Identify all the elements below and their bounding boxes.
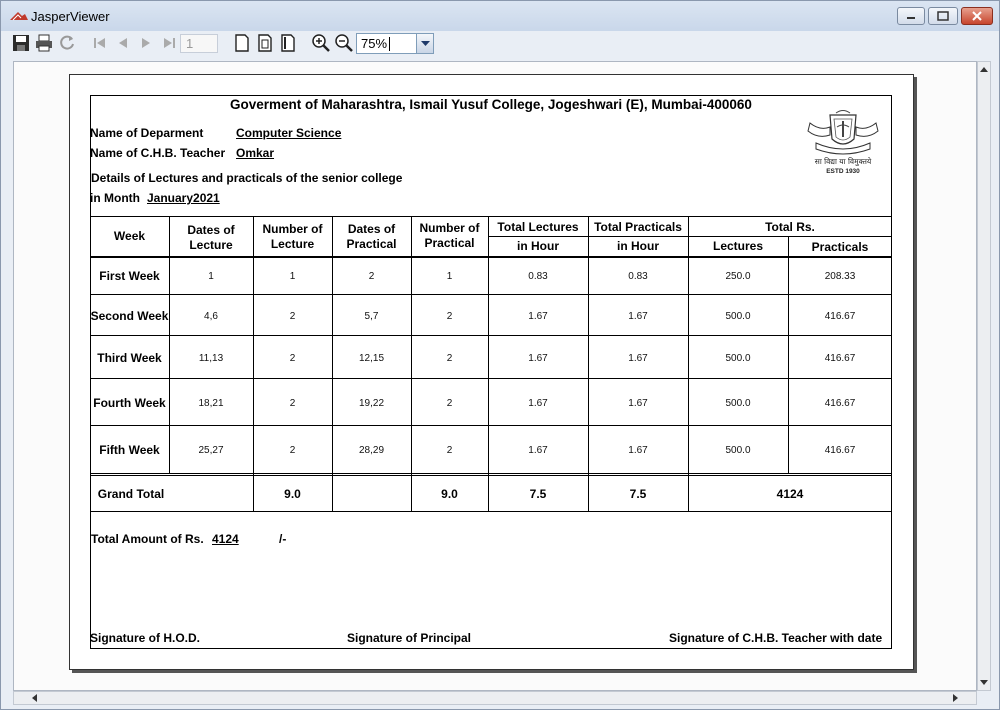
toolbar [1, 31, 999, 55]
save-icon [11, 33, 31, 53]
row-num-lecture: 2 [289, 311, 296, 322]
row-num-lecture: 1 [289, 271, 296, 282]
next-page-button[interactable] [136, 33, 156, 53]
zoom-out-icon [334, 33, 354, 53]
month-label: in Month [90, 191, 140, 205]
header-total-practicals: Total Practicals [594, 220, 682, 234]
actual-size-icon [232, 33, 252, 53]
college-logo [804, 109, 882, 177]
header-dates-lecture-1: Dates of [187, 223, 235, 237]
total-amount-label: Total Amount of Rs. [91, 532, 204, 546]
header-total-lectures-unit: in Hour [517, 239, 559, 253]
row-lect-hours: 1.67 [528, 311, 548, 322]
row-lect-rs: 250.0 [725, 271, 751, 282]
teacher-value: Omkar [236, 146, 275, 160]
grand-total-num-practical: 9.0 [441, 487, 458, 501]
header-num-lecture-1: Number of [262, 222, 323, 236]
header-total-rs: Total Rs. [765, 220, 815, 234]
reload-button[interactable] [57, 33, 77, 53]
row-lect-rs: 500.0 [725, 398, 751, 409]
row-prac-rs: 416.67 [824, 398, 856, 409]
col-line [588, 216, 589, 512]
previous-page-button[interactable] [113, 33, 133, 53]
header-total-practicals-unit: in Hour [617, 239, 659, 253]
minimize-icon [906, 12, 916, 20]
fit-width-button[interactable] [278, 33, 298, 53]
department-label: Name of Deparment [90, 126, 204, 140]
row-lect-hours: 1.67 [528, 398, 548, 409]
scroll-left-icon[interactable] [28, 692, 40, 704]
college-crest-icon [804, 109, 882, 159]
row-line [90, 475, 892, 476]
row-prac-hours: 0.83 [628, 271, 648, 282]
vertical-scrollbar[interactable] [977, 61, 991, 691]
grand-total-prac-hours: 7.5 [629, 487, 647, 501]
row-week: Third Week [97, 351, 162, 365]
row-dates-practical: 12,15 [358, 353, 385, 364]
header-week: Week [113, 229, 146, 243]
signature-hod: Signature of H.O.D. [90, 631, 201, 645]
row-num-lecture: 2 [289, 353, 296, 364]
table-top-line [90, 216, 892, 217]
col-line [688, 216, 689, 512]
maximize-icon [937, 11, 949, 21]
row-line [90, 473, 892, 474]
row-num-practical: 2 [446, 353, 453, 364]
row-lect-rs: 500.0 [725, 311, 751, 322]
header-bottom-line [90, 256, 892, 258]
row-dates-practical: 19,22 [358, 398, 385, 409]
header-num-practical-1: Number of [419, 221, 480, 235]
row-dates-lecture: 1 [208, 271, 214, 282]
save-button[interactable] [11, 33, 31, 53]
text-caret [389, 37, 390, 51]
scroll-down-icon[interactable] [978, 677, 990, 689]
row-line [90, 294, 892, 295]
jasper-app-icon [9, 9, 29, 23]
row-dates-lecture: 25,27 [198, 445, 224, 456]
header-num-practical-2: Practical [424, 236, 475, 250]
header-num-lecture-2: Lecture [270, 237, 315, 251]
total-amount-suffix: /- [279, 532, 287, 546]
scroll-up-icon[interactable] [978, 63, 990, 75]
next-page-icon [136, 33, 156, 53]
month-value: January2021 [147, 191, 220, 205]
row-dates-practical: 2 [368, 271, 375, 282]
title-bar [1, 1, 999, 31]
row-week: First Week [99, 269, 160, 283]
row-dates-practical: 28,29 [358, 445, 385, 456]
page-number-input[interactable] [180, 34, 218, 53]
row-prac-hours: 1.67 [628, 353, 648, 364]
fit-page-button[interactable] [255, 33, 275, 53]
print-button[interactable] [34, 33, 54, 53]
header-dates-lecture-2: Lecture [189, 238, 233, 252]
print-icon [34, 33, 54, 53]
row-num-practical: 2 [446, 311, 453, 322]
row-line [90, 335, 892, 336]
zoom-value: 75% [361, 36, 388, 51]
col-line [488, 216, 489, 512]
row-dates-lecture: 4,6 [204, 311, 218, 322]
previous-page-icon [113, 33, 133, 53]
row-lect-hours: 1.67 [528, 445, 548, 456]
actual-size-button[interactable] [232, 33, 252, 53]
header-lectures-rs: Lectures [712, 239, 764, 253]
minimize-button[interactable] [897, 7, 925, 25]
first-page-button[interactable] [90, 33, 110, 53]
scroll-right-icon[interactable] [950, 692, 962, 704]
row-week: Second Week [90, 309, 169, 323]
col-line [169, 216, 170, 474]
row-lect-hours: 0.83 [528, 271, 548, 282]
logo-motto: सा विद्या या विमुक्तये [814, 157, 872, 166]
row-num-lecture: 2 [289, 398, 296, 409]
row-num-practical: 1 [446, 271, 453, 282]
zoom-select[interactable] [356, 33, 434, 54]
zoom-out-button[interactable] [334, 33, 354, 53]
zoom-in-icon [311, 33, 331, 53]
col-line [411, 216, 412, 512]
signature-principal: Signature of Principal [347, 631, 472, 645]
row-dates-lecture: 11,13 [198, 353, 224, 364]
header-dates-practical-1: Dates of [347, 222, 396, 236]
row-lect-hours: 1.67 [528, 353, 548, 364]
college-title: Goverment of Maharashtra, Ismail Yusuf College, Jogeshwari (E), Mumbai-400060 [230, 97, 752, 112]
row-prac-hours: 1.67 [628, 398, 648, 409]
last-page-icon [159, 33, 179, 53]
row-num-practical: 2 [446, 398, 453, 409]
close-icon [971, 11, 983, 21]
report-top-border [90, 95, 892, 96]
row-dates-practical: 5,7 [364, 311, 379, 322]
row-prac-rs: 416.67 [824, 311, 856, 322]
row-prac-hours: 1.67 [628, 445, 648, 456]
logo-estd: ESTD 1930 [826, 168, 860, 175]
fit-width-icon [278, 33, 298, 53]
row-dates-lecture: 18,21 [198, 398, 224, 409]
horizontal-scrollbar[interactable] [13, 691, 977, 705]
header-dates-practical-2: Practical [346, 237, 397, 251]
details-text: Details of Lectures and practicals of the senior college [91, 171, 403, 185]
close-button[interactable] [961, 7, 993, 25]
maximize-button[interactable] [928, 7, 958, 25]
signature-teacher: Signature of C.H.B. Teacher with date [669, 631, 883, 645]
row-prac-rs: 416.67 [824, 445, 856, 456]
total-amount-value: 4124 [212, 532, 239, 546]
row-prac-rs: 416.67 [824, 353, 856, 364]
row-line [90, 378, 892, 379]
first-page-icon [90, 33, 110, 53]
row-prac-rs: 208.33 [824, 271, 856, 282]
zoom-dropdown-button[interactable] [416, 34, 433, 53]
row-week: Fifth Week [99, 443, 160, 457]
zoom-in-button[interactable] [311, 33, 331, 53]
reload-icon [57, 33, 77, 53]
window-title: JasperViewer [31, 9, 110, 24]
chevron-down-icon [417, 34, 434, 53]
row-lect-rs: 500.0 [725, 445, 751, 456]
grand-total-num-lecture: 9.0 [284, 487, 301, 501]
row-num-lecture: 2 [289, 445, 296, 456]
row-week: Fourth Week [93, 396, 166, 410]
col-line [332, 216, 333, 512]
grand-total-rs: 4124 [776, 487, 804, 501]
teacher-label: Name of C.H.B. Teacher [90, 146, 226, 160]
row-lect-rs: 500.0 [725, 353, 751, 364]
row-num-practical: 2 [446, 445, 453, 456]
header-total-lectures: Total Lectures [497, 220, 579, 234]
header-mid-line [488, 236, 892, 237]
last-page-button[interactable] [159, 33, 179, 53]
grand-total-label: Grand Total [97, 487, 165, 501]
row-line [90, 425, 892, 426]
table-bottom-line [90, 511, 892, 512]
fit-page-icon [255, 33, 275, 53]
col-line [253, 216, 254, 512]
header-practicals-rs: Practicals [811, 240, 869, 254]
row-prac-hours: 1.67 [628, 311, 648, 322]
grand-total-lect-hours: 7.5 [529, 487, 547, 501]
department-value: Computer Science [236, 126, 342, 140]
